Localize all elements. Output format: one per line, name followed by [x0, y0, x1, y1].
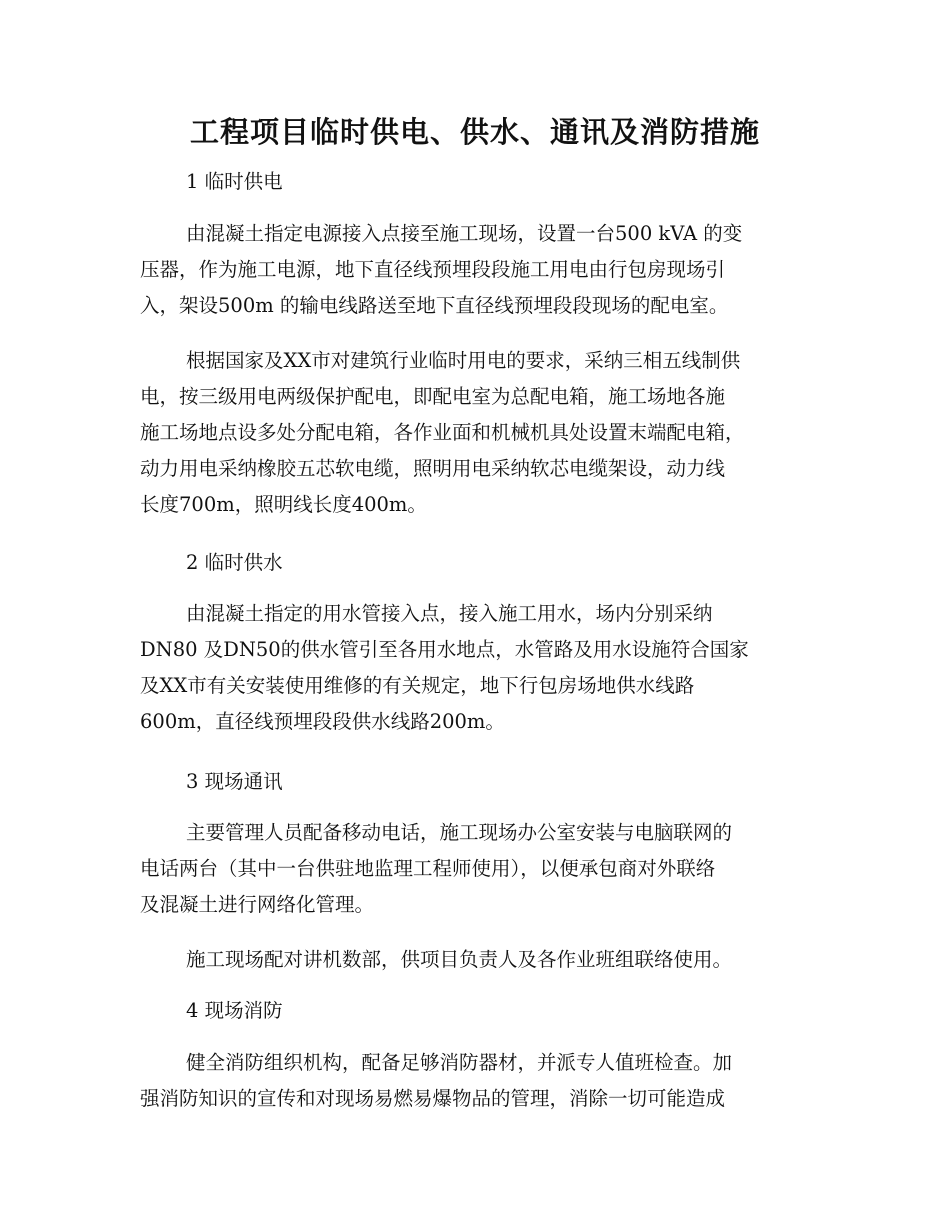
paragraph-line: 根据国家及XX市对建筑行业临时用电的要求，采纳三相五线制供: [186, 349, 741, 372]
section-heading-communication: 3 现场通讯: [186, 770, 283, 793]
paragraph: [140, 1045, 808, 1117]
paragraph: [140, 216, 808, 324]
paragraph-line: DN80 及DN50的供水管引至各用水地点，水管路及用水设施符合国家: [140, 638, 749, 661]
paragraph-line: 及混凝土进行网络化管理。: [140, 893, 375, 916]
paragraph: [140, 815, 808, 923]
paragraph: [140, 596, 808, 740]
paragraph-line: 健全消防组织机构，配备足够消防器材，并派专人值班检查。加: [186, 1051, 733, 1074]
paragraph-line: 主要管理人员配备移动电话，施工现场办公室安装与电脑联网的: [186, 821, 733, 844]
paragraph-line: 电，按三级用电两级保护配电，即配电室为总配电箱，施工场地各施: [140, 385, 726, 408]
paragraph-line: 动力用电采纳橡胶五芯软电缆，照明用电采纳软芯电缆架设，动力线: [140, 457, 726, 480]
paragraph-line: 由混凝土指定电源接入点接至施工现场，设置一台500 kVA 的变: [186, 222, 743, 245]
paragraph-line: 600m，直径线预埋段段供水线路200m。: [140, 710, 505, 733]
paragraph-line: 由混凝土指定的用水管接入点，接入施工用水，场内分别采纳: [186, 602, 713, 625]
paragraph-line: 及XX市有关安装使用维修的有关规定，地下行包房场地供水线路: [140, 674, 695, 697]
paragraph-line: 长度700m，照明线长度400m。: [140, 493, 427, 516]
document-title: 工程项目临时供电、供水、通讯及消防措施: [189, 115, 760, 149]
paragraph-line: 压器，作为施工电源，地下直径线预埋段段施工用电由行包房现场引: [140, 258, 726, 281]
paragraph: [140, 942, 808, 978]
section-heading-fire-protection: 4 现场消防: [186, 999, 283, 1022]
paragraph-line: 施工场地点设多处分配电箱，各作业面和机械机具处设置末端配电箱，: [140, 421, 745, 444]
paragraph-line: 电话两台（其中一台供驻地监理工程师使用），以便承包商对外联络: [140, 857, 716, 880]
section-heading-water: 2 临时供水: [186, 551, 283, 574]
section-heading-power: 1 临时供电: [186, 170, 283, 193]
paragraph-line: 入，架设500m 的输电线路送至地下直径线预埋段段现场的配电室。: [140, 294, 729, 317]
paragraph-line: 施工现场配对讲机数部，供项目负责人及各作业班组联络使用。: [186, 948, 733, 971]
paragraph: [140, 343, 808, 523]
paragraph-line: 强消防知识的宣传和对现场易燃易爆物品的管理，消除一切可能造成: [140, 1087, 726, 1110]
